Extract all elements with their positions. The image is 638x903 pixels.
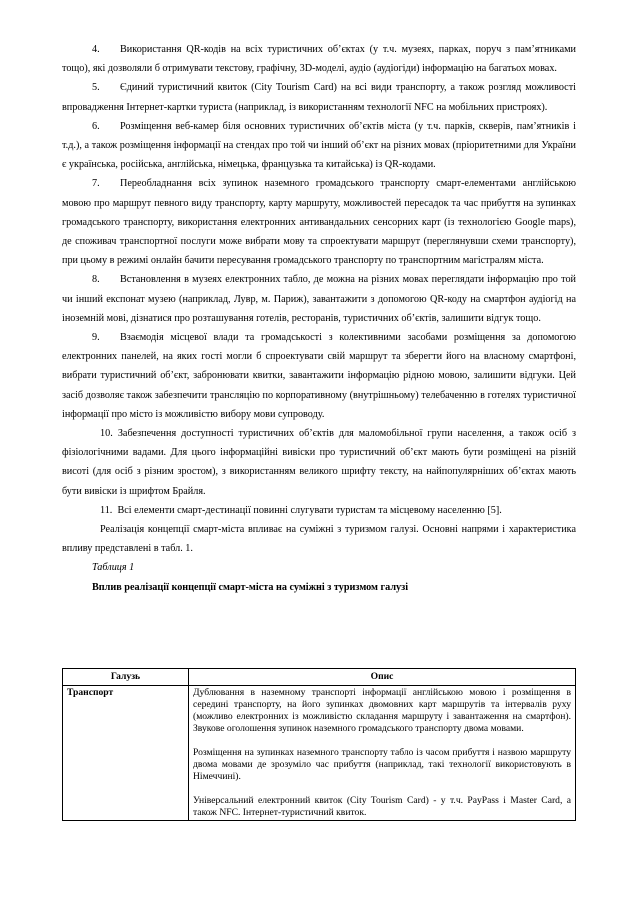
table-label: Таблиця 1 (92, 562, 135, 574)
description-paragraph: Розміщення на зупинках наземного транспорту табло із часом прибуття і назвою маршруту двома мовами де зрозуміло час прибуття (наприклад, такі технології використовують в Німеччині). (193, 747, 571, 782)
paragraph-item-11: 11. Всі елементи смарт-дестинації повинні слугувати туристам та місцевому населенню [5]. (100, 504, 502, 516)
paragraph-item-5: 5. Єдиний туристичний квиток (City Tourism Card) на всі види транспорту, а також розгляд можливості впровадження Інтернет-картки туриста (наприклад, із використанням технології NFC на мобільних пристроях). (62, 82, 576, 113)
table-title: Вплив реалізації концепції смарт-міста на суміжні з туризмом галузі (92, 581, 409, 593)
paragraph-item-6: 6. Розміщення веб-камер біля основних туристичних об’єктів міста (у т.ч. парків, скверів, пам’ятників і т.д.), а також розміщення інформації на стендах про той чи інший об’єкт на різних мовах (пріоритетними для України є українська, російська, англійська, німецька, французька та китайська) із QR-кодами. (62, 120, 576, 171)
description-paragraph: Дублювання в наземному транспорті інформації англійською мовою і розміщення в середині транспорту, на його зупинках двомовних карт маршрутів та інтервалів руху (можливо електронних із можливістю складання маршруту і завантаження на смартфон). Звукове оголошення зупинок наземного громадського транспорту двома мовами. (193, 687, 571, 734)
paragraph-item-8: 8. Встановлення в музеях електронних табло, де можна на різних мовах переглядати інформацію про той чи інший експонат музею (наприклад, Лувр, м. Париж), завантажити з допомогою QR-коду на смартфон аудіогід на іноземній мові, дізнатися про розташування готелів, ресторанів, туристичних об’єктів, залишити відгук тощо. (62, 274, 576, 324)
description-cell (189, 686, 576, 821)
field-cell: Транспорт (63, 686, 189, 821)
paragraph-item-9: 9. Взаємодія місцевої влади та громадськості з колективними засобами розміщення за допомогою електронних панелей, на яких гості могли б спроектувати свій маршрут та зберегти його на власному смартфоні, вибрати туристичний об’єкт, забронювати квитки, завантажити інформацію рідною мовою, залишити відгуки. Цей засіб дозволяє також забезпечити трансляцію по корпоративному (внутрішньому) телебаченню в готелях туристичної інформації про місто із можливістю вибору мови супроводу. (62, 332, 576, 420)
description-paragraph: Універсальний електронний квиток (City Tourism Card) - у т.ч. PayPass і Master Card, а також NFC. Інтернет-туристичний квиток. (193, 795, 571, 818)
paragraph-item-10: 10. Забезпечення доступності туристичних об’єктів для маломобільної групи населення, а також осіб з фізіологічними вадами. Для цього інформаційні вивіски про туристичний об’єкт мають бути розміщені на різній висоті (для осіб з різним зростом), з використанням великого шрифту тексту, на найпопулярніших об’єктах мають бути вивіски із шрифтом Брайля. (62, 428, 576, 497)
column-header-field: Галузь (63, 669, 189, 686)
impact-table (62, 668, 576, 821)
table-header-row (63, 669, 576, 686)
paragraph-item-4: 4. Використання QR-кодів на всіх туристичних об’єктах (у т.ч. музеях, парках, поруч з пам’ятниками тощо), які дозволяли б отримувати текстову, графічну, 3D-моделі, аудіо (аудіогіди) інформацію на багатьох мовах. (62, 44, 576, 75)
body-text (62, 40, 576, 597)
column-header-description: Опис (189, 669, 576, 686)
paragraph-item-7: 7. Переобладнання всіх зупинок наземного громадського транспорту смарт-елементами англійською мовою про маршрут певного виду транспорту, карту маршруту, можливостей пересадок та час прибуття на зупинках громадського транспорту, використання електронних антивандальних сенсорних карт (із технологією Google maps), де споживач транспортної послуги може вибрати мову та спроектувати маршрут (переглянувши схеми транспорту), при цьому в режимі онлайн бачити пересування громадського транспорту по транспортним магістралям міста. (62, 178, 576, 267)
table-row (63, 686, 576, 821)
paragraph-intro-table: Реалізація концепції смарт-міста впливає на суміжні з туризмом галузі. Основні напрями і характеристика впливу представлені в табл. 1. (62, 524, 576, 555)
